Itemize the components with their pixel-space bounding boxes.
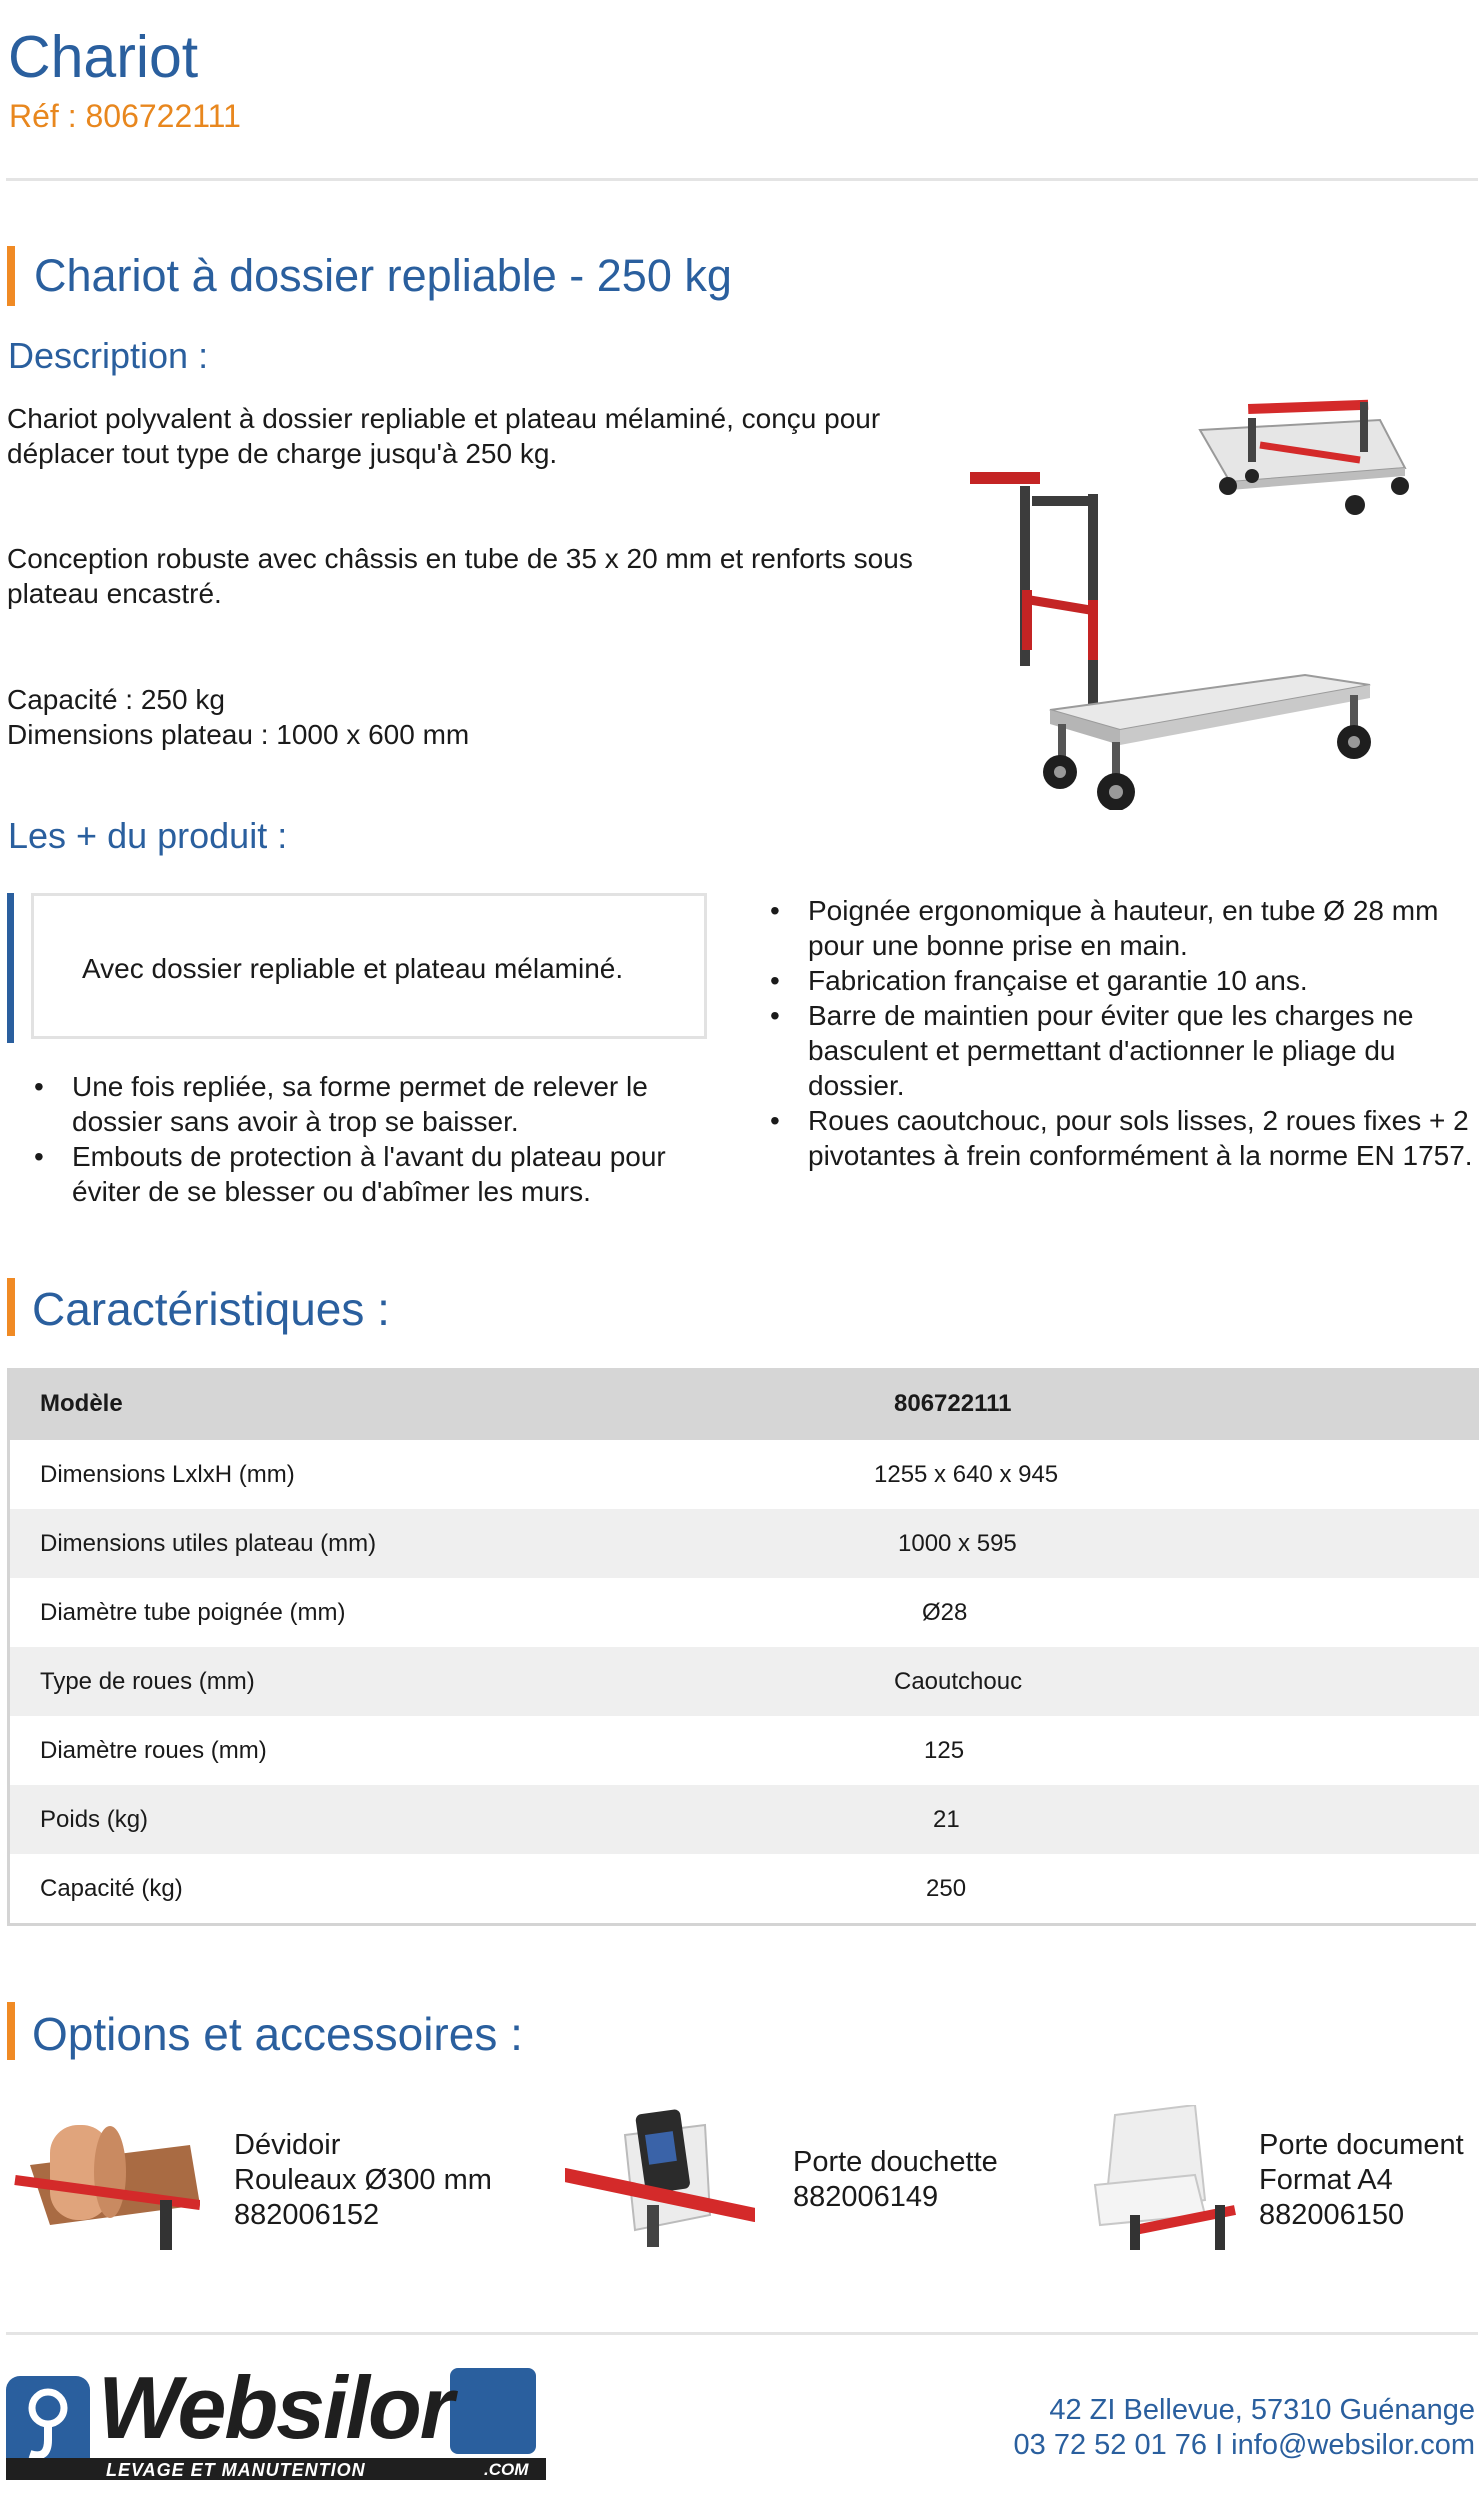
accessory-image-porte-douchette [565,2105,755,2255]
product-reference: Réf : 806722111 [9,98,241,134]
table-row: Diamètre tube poignée (mm) Ø28 [10,1578,1479,1647]
table-row: Type de roues (mm) Caoutchouc [10,1647,1479,1716]
specs-table [10,1368,1479,1923]
product-name: Chariot à dossier repliable - 250 kg [34,250,732,301]
accessory-image-devidoir [10,2105,200,2255]
advantages-list-right [770,893,1476,1173]
accessories-heading: Options et accessoires : [32,2008,523,2060]
table-header-value: 806722111 [630,1368,1479,1440]
bullet-icon: • [770,895,780,926]
accessory-image-porte-document [1075,2105,1245,2255]
highlight-text: Avec dossier repliable et plateau mélaminé. [82,953,624,984]
accessory-porte-document[interactable]: Porte document Format A4 882006150 [1259,2129,1464,2231]
description-paragraph-1: Chariot polyvalent à dossier repliable et plateau mélaminé, conçu pour déplacer tout type de charge jusqu'à 250 kg. [7,403,881,469]
advantages-list-left [34,1069,737,1209]
logo-tagline: LEVAGE ET MANUTENTION [106,2460,366,2480]
description-dimensions: Dimensions plateau : 1000 x 600 mm [7,719,470,750]
table-row: Poids (kg) 21 [10,1785,1479,1854]
cart-illustration [960,390,1410,810]
specs-table-wrapper [7,1368,1476,1926]
table-row: Capacité (kg) 250 [10,1854,1479,1923]
bullet-icon: • [770,1105,780,1136]
list-item: • Barre de maintien pour éviter que les charges ne basculent et permettant d'actionner le pliage du dossier. [770,1000,1414,1101]
highlight-accent-bar [7,893,14,1043]
list-item: • Fabrication française et garantie 10 ans. [770,965,1308,996]
main-cart [970,472,1371,810]
bullet-icon: • [770,965,780,996]
section-accent-bar [7,1278,15,1336]
table-header-label: Modèle [10,1368,630,1440]
bullet-icon: • [34,1071,44,1102]
product-image [960,390,1410,810]
advantages-heading: Les + du produit : [8,815,288,856]
description-heading: Description : [8,335,209,376]
description-capacity: Capacité : 250 kg [7,684,225,715]
accessory-devidoir[interactable]: Dévidoir Rouleaux Ø300 mm 882006152 [234,2129,492,2231]
list-item: • Embouts de protection à l'avant du plateau pour éviter de se blesser ou d'abîmer les murs. [34,1141,666,1207]
bullet-icon: • [34,1141,44,1172]
logo-wordmark: Websilor [98,2358,453,2457]
folded-cart-thumbnail [1200,400,1409,515]
section-accent-bar [7,246,15,306]
page-title: Chariot [8,24,199,90]
specs-heading: Caractéristiques : [32,1283,390,1335]
highlight-box [31,893,707,1039]
list-item: • Une fois repliée, sa forme permet de relever le dossier sans avoir à trop se baisser. [34,1071,648,1137]
list-item: • Poignée ergonomique à hauteur, en tube Ø 28 mm pour une bonne prise en main. [770,895,1439,961]
bullet-icon: • [770,1000,780,1031]
table-header-row [10,1368,1479,1440]
logo-suffix: .COM [484,2460,529,2479]
section-accent-bar [7,2002,15,2060]
divider [6,2332,1478,2335]
description-paragraph-2: Conception robuste avec châssis en tube de 35 x 20 mm et renforts sous plateau encastré. [7,543,913,609]
divider [6,178,1478,181]
table-row: Dimensions LxlxH (mm) 1255 x 640 x 945 [10,1440,1479,1509]
list-item: • Roues caoutchouc, pour sols lisses, 2 roues fixes + 2 pivotantes à frein conformément à la norme EN 1757. [770,1105,1473,1171]
footer-contact[interactable]: 03 72 52 01 76 I info@websilor.com [1013,2429,1475,2461]
table-row: Dimensions utiles plateau (mm) 1000 x 595 [10,1509,1479,1578]
websilor-logo[interactable] [6,2358,546,2482]
table-row: Diamètre roues (mm) 125 [10,1716,1479,1785]
footer-address: 42 ZI Bellevue, 57310 Guénange [1049,2394,1475,2426]
accessory-porte-douchette[interactable]: Porte douchette 882006149 [793,2146,998,2213]
